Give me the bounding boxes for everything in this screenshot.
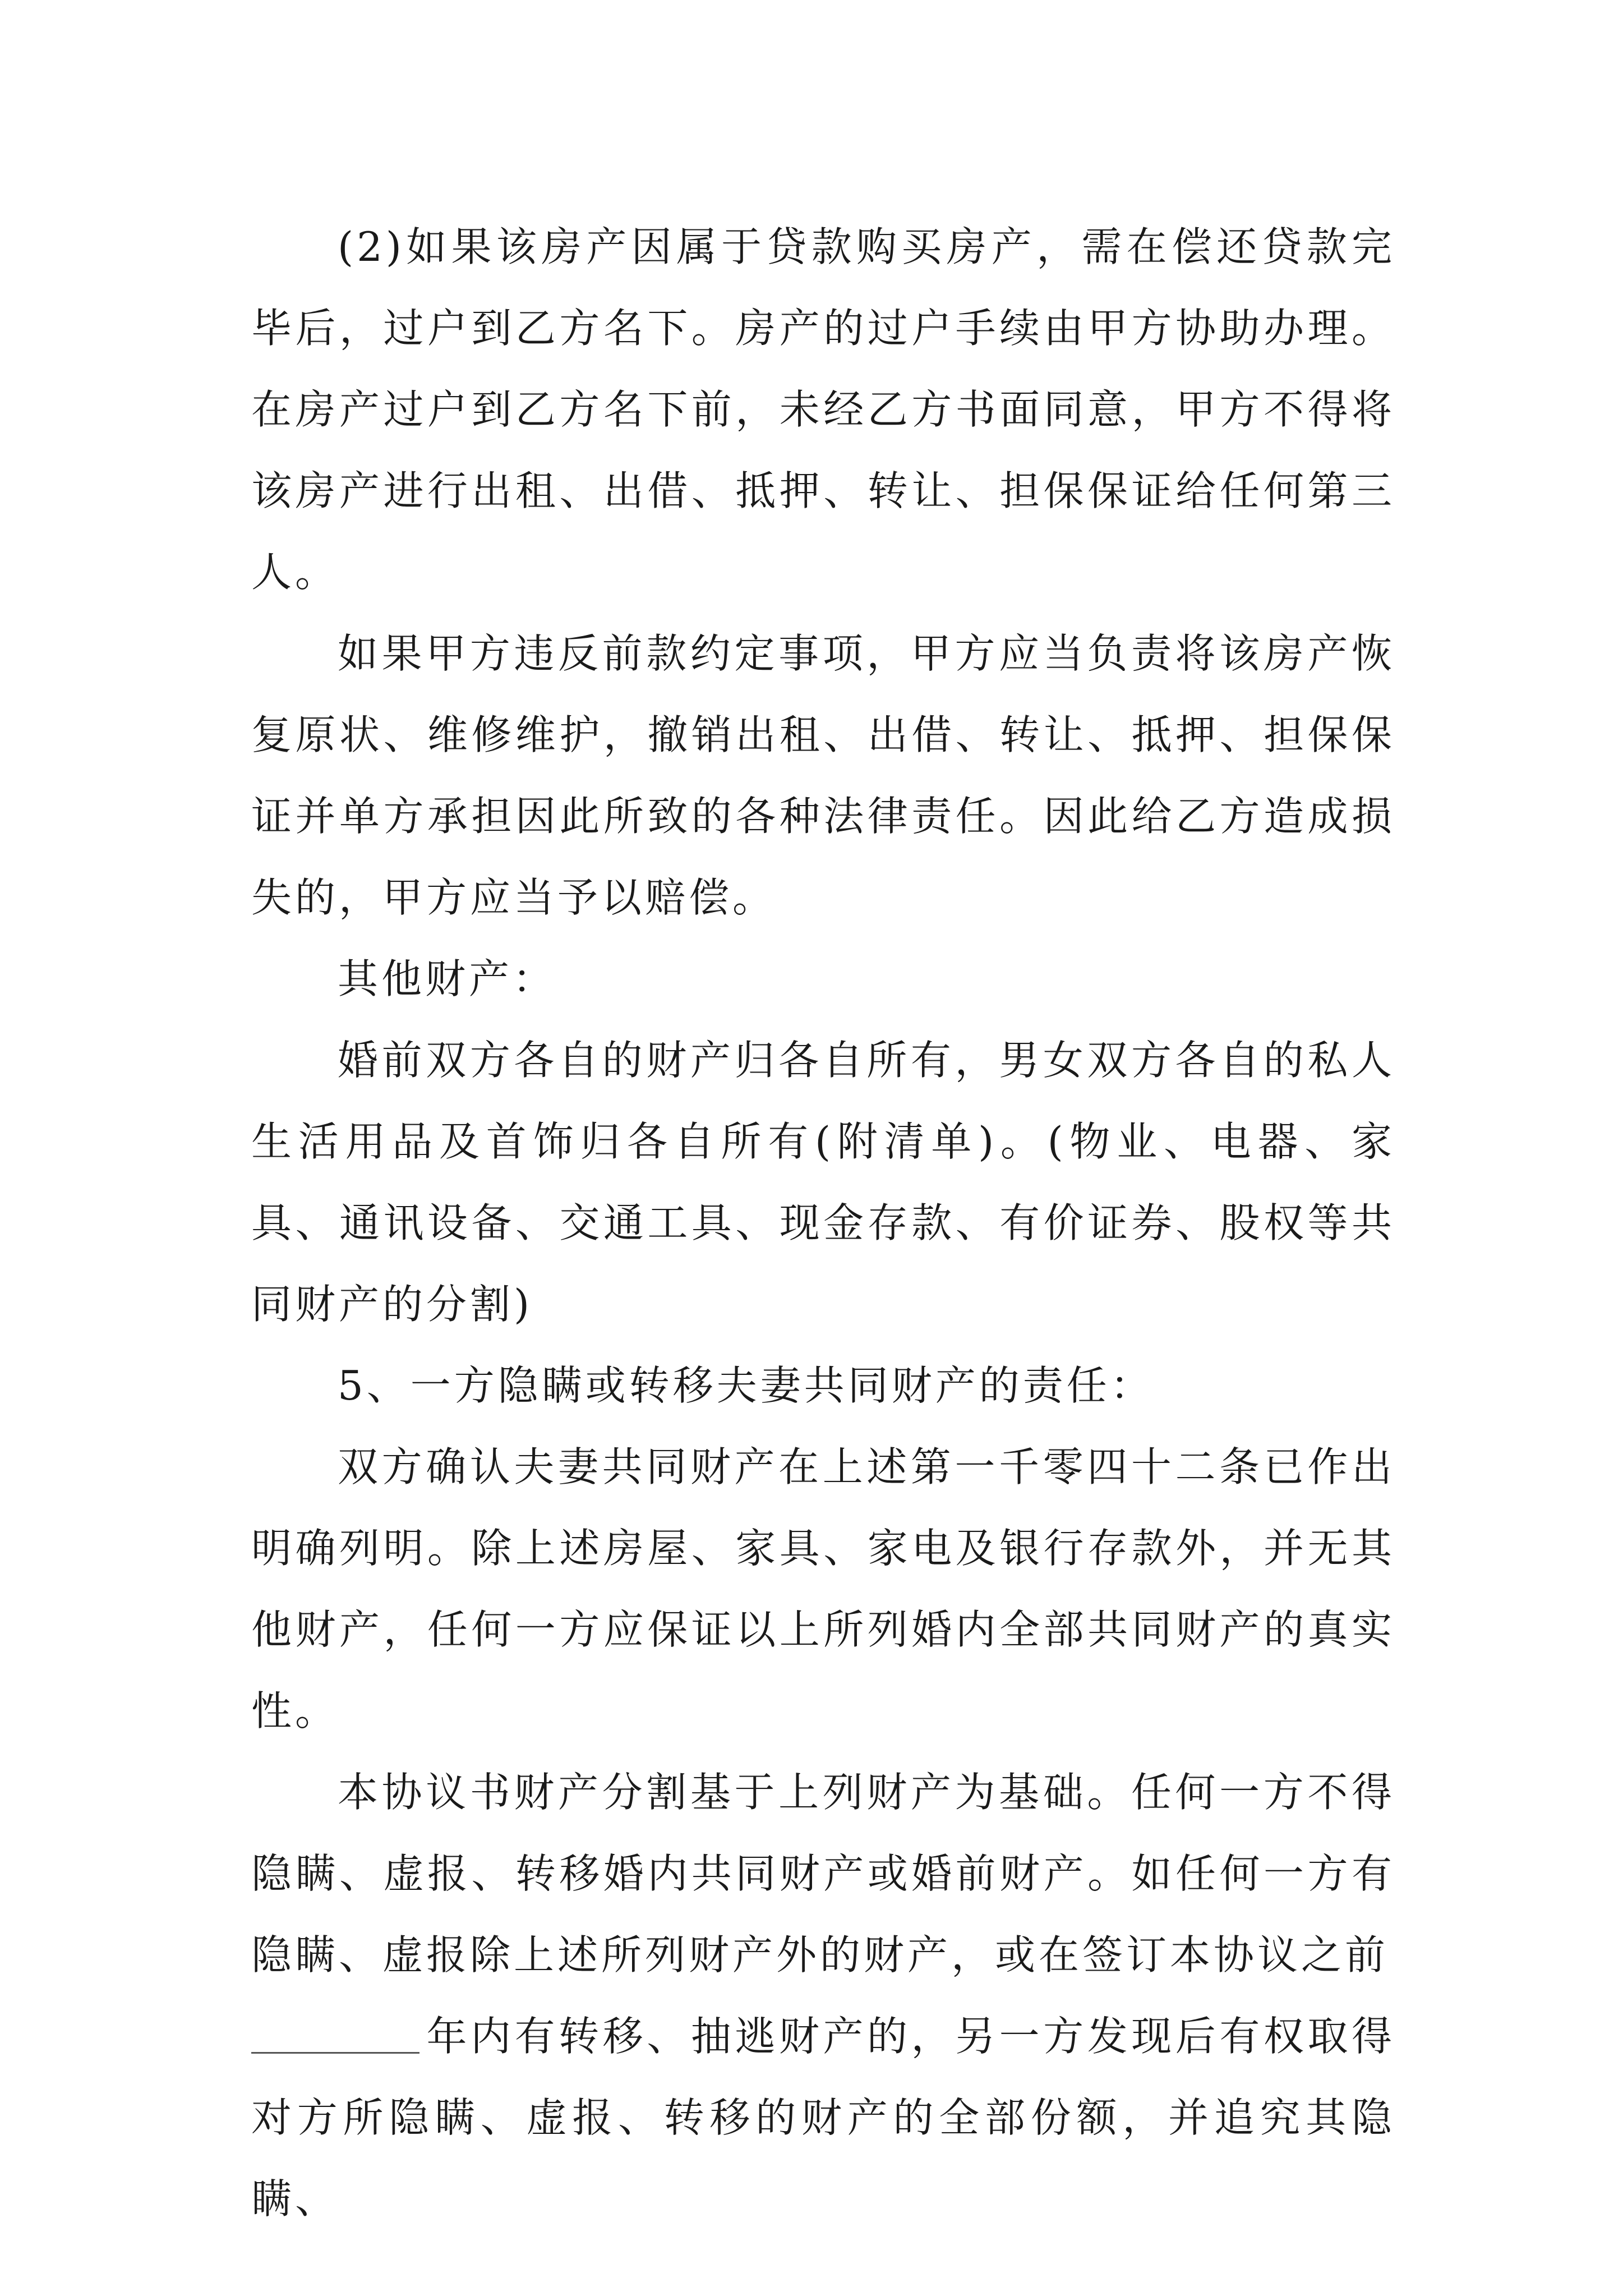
paragraph-breach-liability: 如果甲方违反前款约定事项，甲方应当负责将该房产恢复原状、维修维护，撤销出租、出借、转让、抵押、担保保证并单方承担因此所致的各种法律责任。因此给乙方造成损失的，甲方应当予以赔偿。 [251,630,1395,921]
paragraph-common-property-confirmation: 双方确认夫妻共同财产在上述第一千零四十二条已作出明确列明。除上述房屋、家具、家电及银行存款外，并无其他财产，任何一方应保证以上所列婚内全部共同财产的真实性。 [251,1443,1395,1734]
document-body [251,206,1395,2240]
paragraph-other-property-heading: 其他财产： [338,955,557,1002]
paragraph-transfer-penalty-text: 年内有转移、抽逃财产的，另一方发现后有权取得对方所隐瞒、虚报、转移的财产的全部份额，并追究其隐瞒、 [251,2013,1395,2223]
paragraph-property-division-basis: 本协议书财产分割基于上列财产为基础。任何一方不得隐瞒、虚报、转移婚内共同财产或婚前财产。如任何一方有隐瞒、虚报除上述所列财产外的财产，或在签订本协议之前 [251,1769,1395,1978]
paragraph-house-transfer: (2)如果该房产因属于贷款购买房产，需在偿还贷款完毕后，过户到乙方名下。房产的过户手续由甲方协助办理。在房产过户到乙方名下前，未经乙方书面同意，甲方不得将该房产进行出租、出借、抵押、转让、担保保证给任何第三人。 [251,223,1395,596]
fill-in-blank[interactable] [251,2012,419,2054]
paragraph-premarital-property: 婚前双方各自的财产归各自所有，男女双方各自的私人生活用品及首饰归各自所有(附清单)。(物业、电器、家具、通讯设备、交通工具、现金存款、有价证券、股权等共同财产的分割) [251,1037,1395,1328]
paragraph-transfer-penalty [251,1996,1395,2240]
section-heading-concealment: 5、一方隐瞒或转移夫妻共同财产的责任： [338,1362,1154,1409]
